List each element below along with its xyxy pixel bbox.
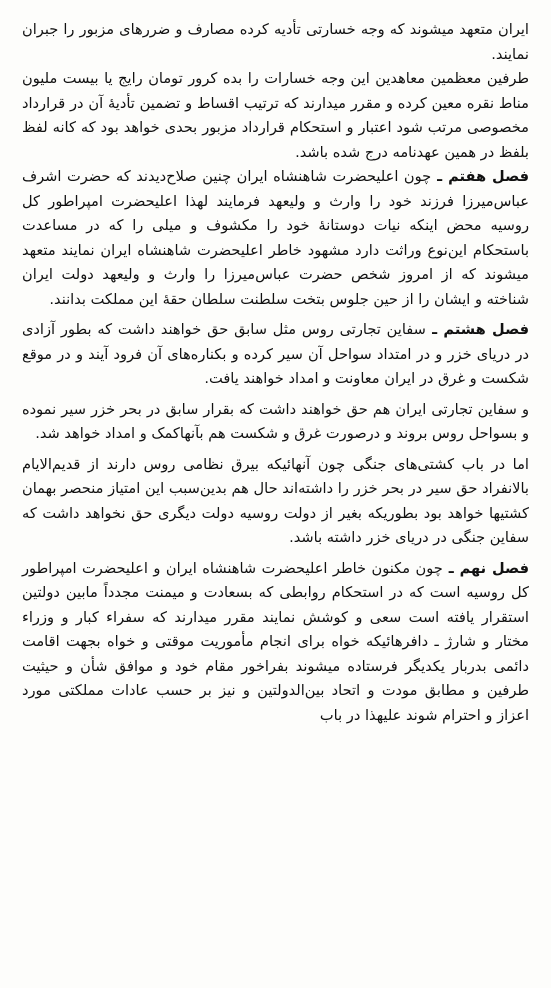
paragraph-text: سفاین تجارتی روس مثل سابق حق خواهند داشت که بطور آزادی در دریای خزر و در امتداد سواحل آن سیر کرده و بکناره‌های آن فرود آیند و در موقع شکست و غرق در ایران معاونت و امداد خواهند یافت. [22, 321, 529, 387]
paragraph-text: اما در باب کشتی‌های جنگی چون آنهائیکه بیرق نظامی روس دارند از قدیم‌الایام بالانفراد حق سیر در بحر خزر را داشته‌اند حال هم بدین‌سبب این امتیاز منحصر بهمان کشتیها خواهد بود بطوریکه بغیر از دولت روسیه دولت دیگری حق نخواهد داشت که سفاین جنگی در دریای خزر داشته باشد. [22, 455, 529, 546]
paragraph-text: چون مکنون خاطر اعلیحضرت شاهنشاه ایران و اعلیحضرت امپراطور کل روسیه است که در استحکام روابطی که بسعادت و میمنت مجدداً مابین دولتین استقرار یافته است سعی و کوشش نمایند مقرر میدارند که سفراء کبار و وزراء مختار و شارژ ـ دافرهائیکه خواه برای انجام مأموریت موقتی و خواه بجهت اقامت دائمی بدربار یکدیگر فرستاده میشوند بفراخور مقام خود و موافق شأن و حیثیت طرفین و مطابق مودت و اتحاد بین‌الدولتین و نیز بر حسب عادات مملکتی مورد اعزاز و احترام شوند علیهذا در باب [22, 559, 529, 724]
article-heading: فصل هفتم ـ [431, 168, 530, 185]
paragraph-article7 [22, 165, 529, 312]
paragraph-text: طرفین معظمین معاهدین این وجه خسارات را بده کرور تومان رایج یا بیست ملیون مناط نقره معین کرده و مقرر میدارند که ترتیب اقساط و تضمین تأدیهٔ آن در قرارداد مخصوصی مرتب شود اعتبار و استحکام قرارداد مزبور بحدی خواهد بود که کانه لفظ بلفظ در همین عهدنامه درج شده باشد. [22, 70, 529, 161]
paragraph-article8 [22, 318, 529, 392]
paragraph-article8-warships [22, 453, 529, 551]
paragraph-article8-iranian-ships [22, 398, 529, 447]
paragraph-text: و سفاین تجارتی ایران هم حق خواهند داشت که بقرار سابق در بحر خزر سیر نموده و بسواحل روس بروند و درصورت غرق و شکست هم بآنهاکمک و امداد خواهد شد. [22, 400, 529, 442]
article-heading: فصل نهم ـ [442, 559, 529, 577]
paragraph-article9 [22, 557, 529, 729]
paragraph-article6-continuation [22, 18, 529, 67]
paragraph-text: چون اعلیحضرت شاهنشاه ایران چنین صلاح‌دیدند که حضرت اشرف عباس‌میرزا فرزند خود را وارث و ولیعهد فرمایند لهذا اعلیحضرت امپراطور کل روسیه محض اینکه نیات دوستانهٔ خود را مکشوف و میلی را که در مساعدت باستحکام این‌نوع وراثت دارد مشهود خاطر اعلیحضرت شاهنشاه ایران نمایند متعهد میشوند که از امروز شخص حضرت عباس‌میرزا را وارث و ولیعهد دولت ایران شناخته و ایشان را از حین جلوس بتخت سلطنت سلطان حقهٔ این مملکت بدانند. [22, 168, 529, 308]
paragraph-text: ایران متعهد میشوند که وجه خسارتی تأدیه کرده مصارف و ضررهای مزبور را جبران نمایند. [22, 21, 529, 63]
article-heading: فصل هشتم ـ [425, 321, 530, 338]
paragraph-indemnity-payment [22, 67, 529, 165]
treaty-text-body [22, 18, 529, 728]
